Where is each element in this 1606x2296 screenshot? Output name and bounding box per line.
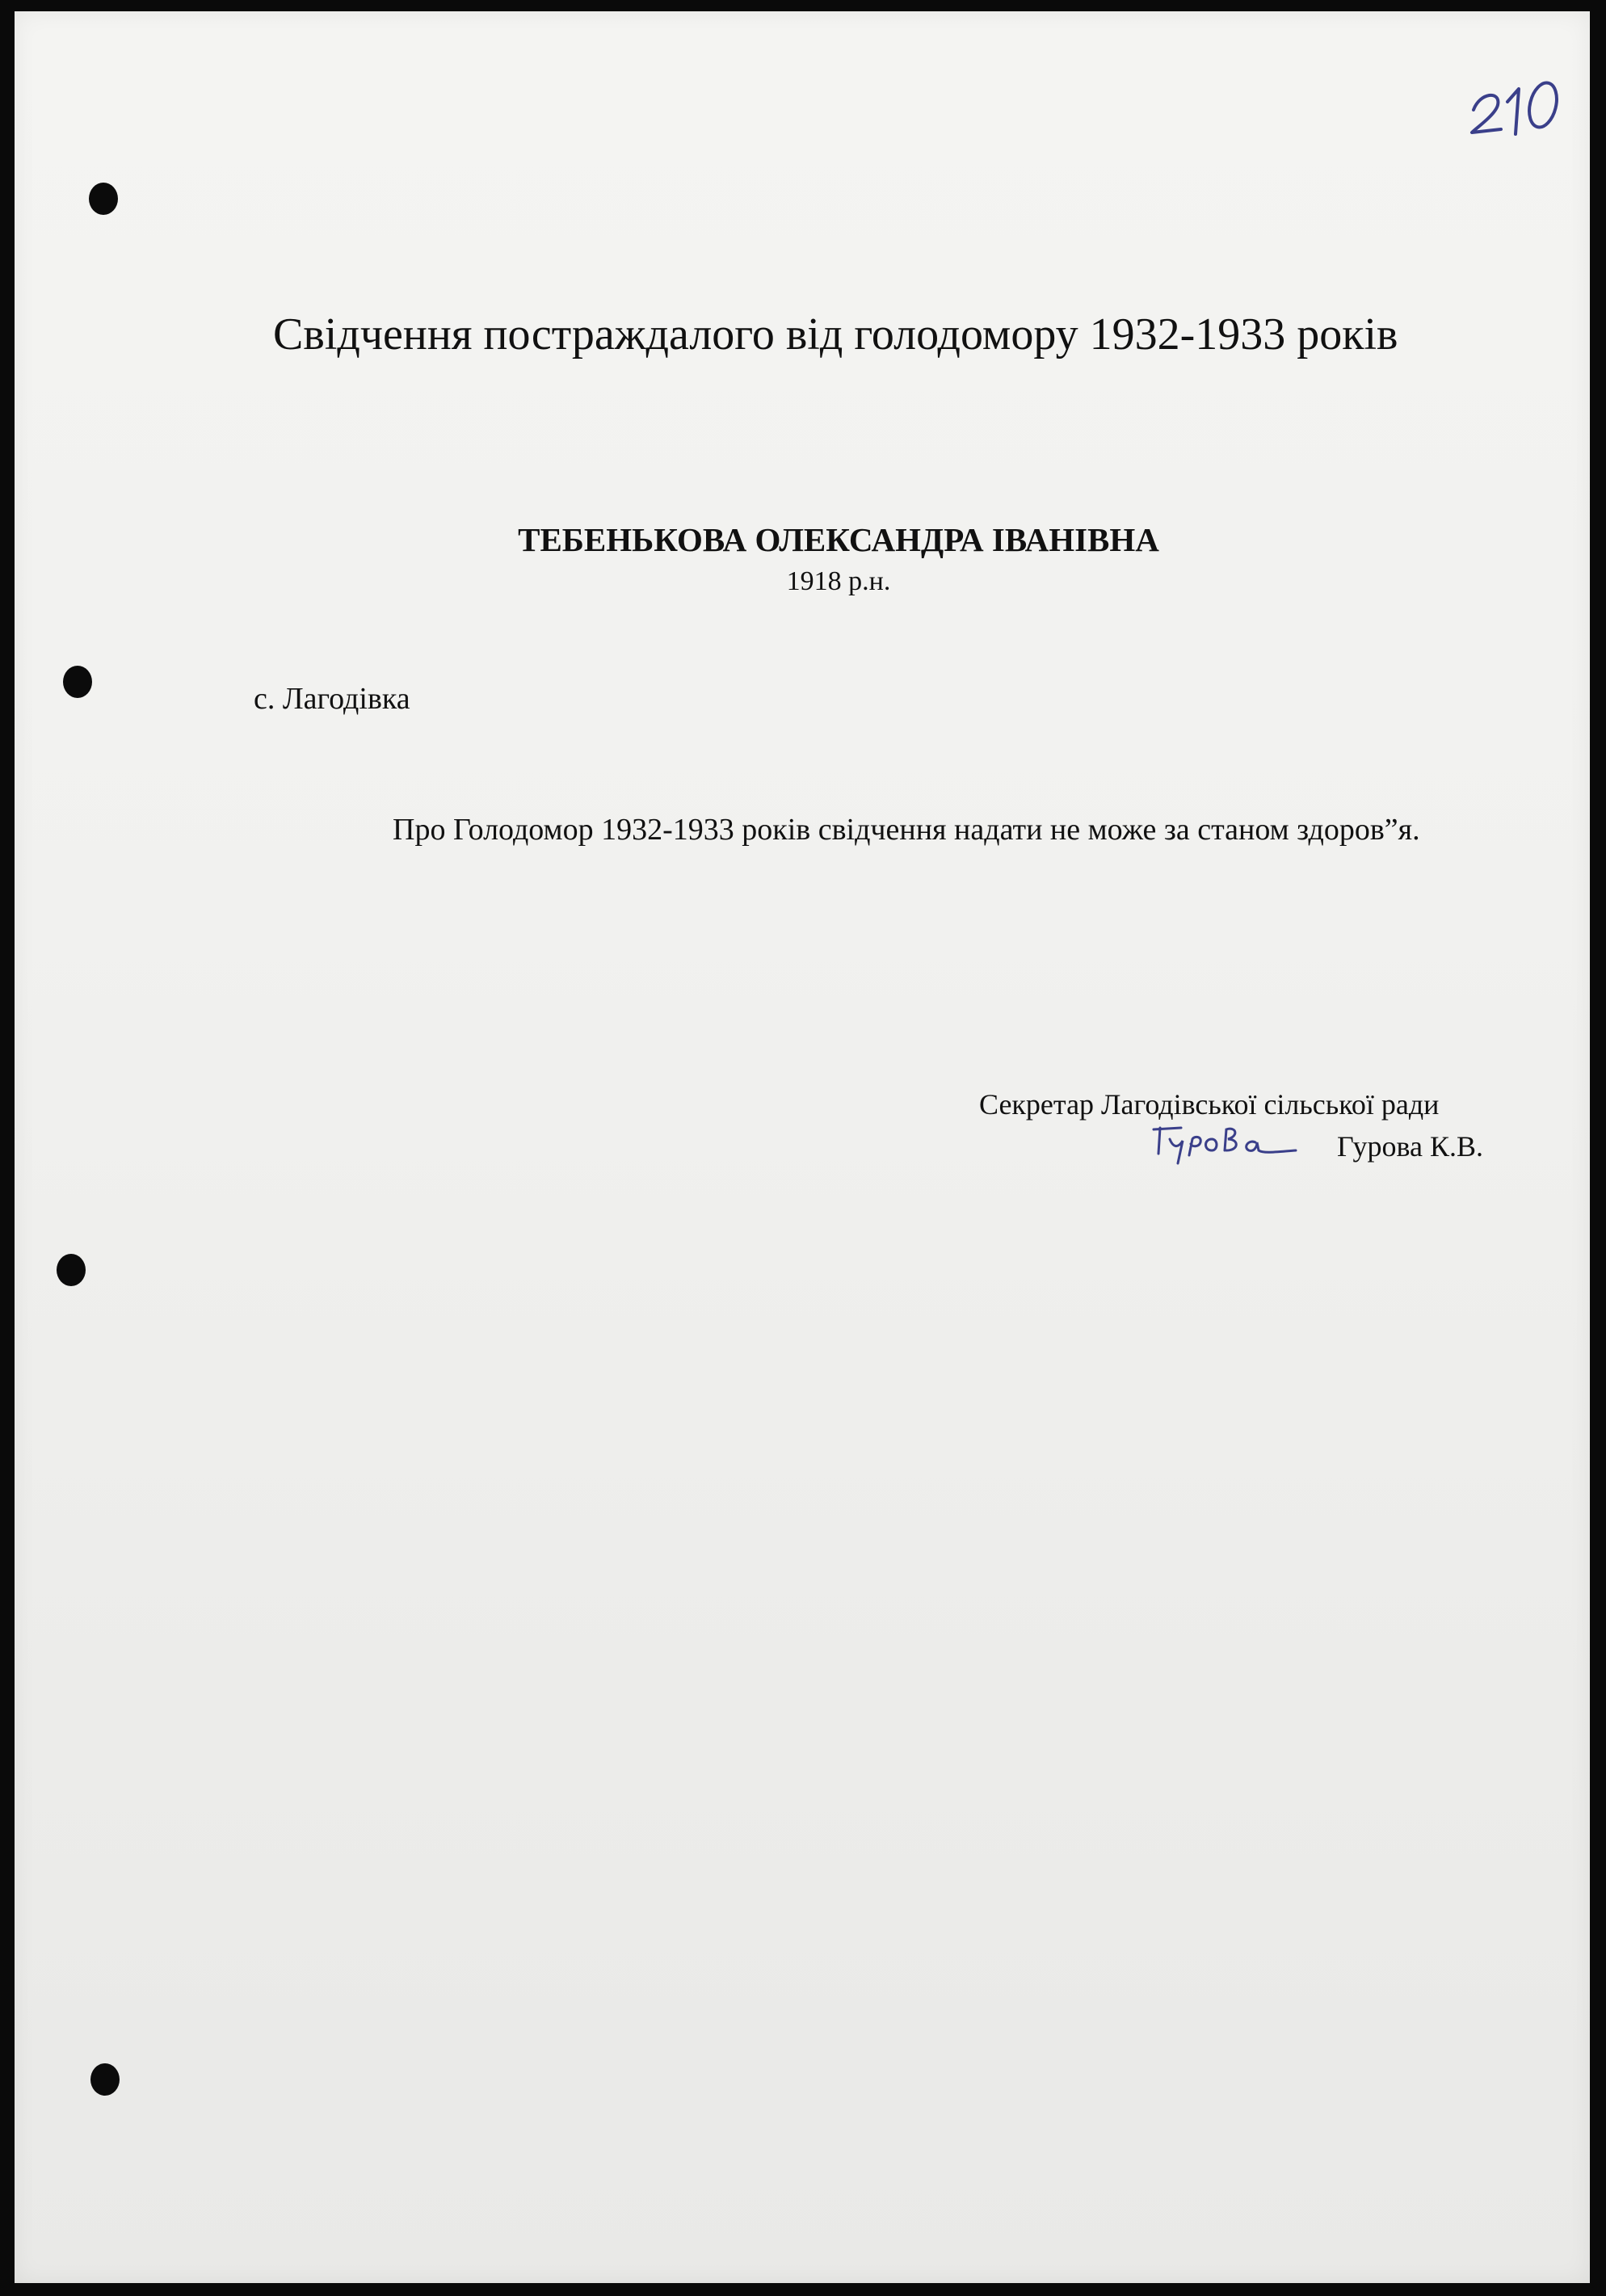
birth-year: 1918 р.н. — [786, 566, 891, 596]
punch-hole — [63, 666, 92, 698]
village-name: с. Лагодівка — [254, 682, 410, 716]
document-page — [15, 11, 1590, 2283]
punch-hole — [57, 1254, 86, 1286]
person-name: ТЕБЕНЬКОВА ОЛЕКСАНДРА ІВАНІВНА — [518, 521, 1159, 558]
statement-paragraph: Про Голодомор 1932-1933 років свідчення надати не може за станом здоров”я. — [393, 813, 1420, 847]
secretary-title: Секретар Лагодівської сільської ради — [979, 1088, 1440, 1121]
signer-name: Гурова К.В. — [1337, 1130, 1483, 1163]
punch-hole — [90, 2063, 120, 2096]
handwritten-signature — [1146, 1118, 1299, 1167]
archive-page-number — [1469, 60, 1566, 141]
punch-hole — [89, 183, 118, 215]
document-title: Свідчення постраждалого від голодомору 1932-1933 років — [273, 309, 1398, 360]
